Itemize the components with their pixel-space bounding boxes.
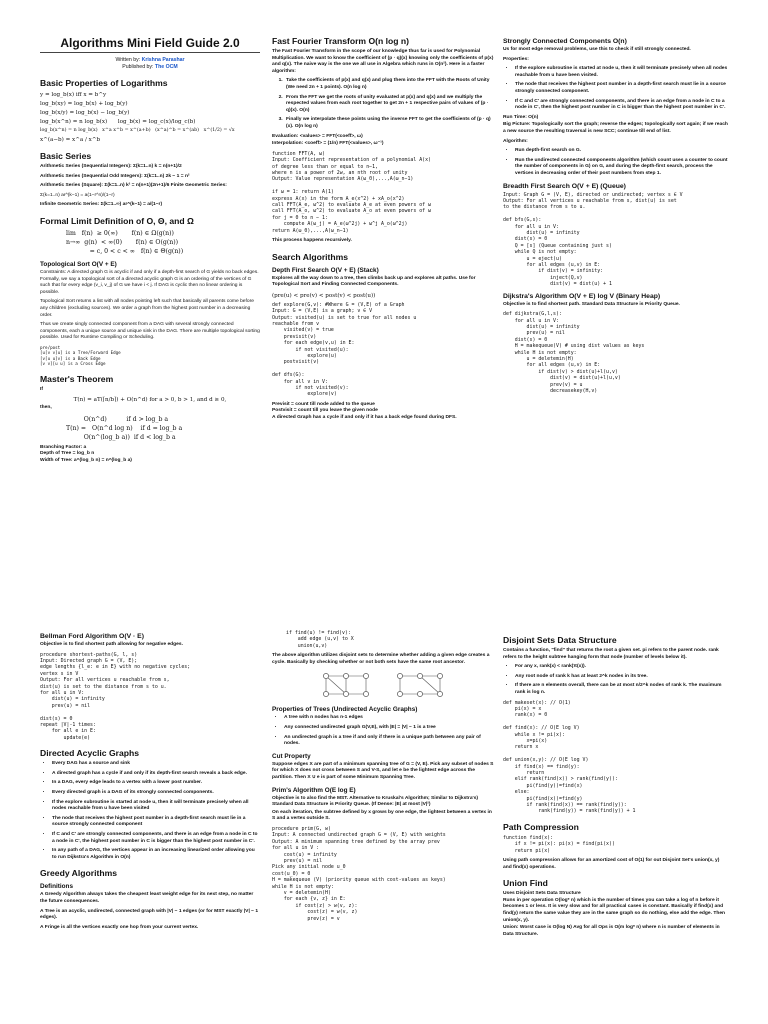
fft-steps bbox=[272, 78, 494, 130]
path-compression-text: Using path compression allows for an amortized cost of O(1) for out Disjoint Set's union(x, y) and find(x) operations. bbox=[503, 858, 720, 870]
fft-intro: The Fast Fourier Transform in the scope of our knowledge thus far is used for Polynomial Multiplication. We want to know the coefficient of (p · q)(x) knowing only the coefficients of p(x) and q(x). The naive way is the one we all use in Algebra which runs in O(n²). Here is a faster algorithm: bbox=[272, 49, 494, 74]
trees-list bbox=[272, 715, 494, 747]
dag-item: • Every directed graph is a DAG of its strongly connected components. bbox=[52, 790, 260, 797]
greedy-definitions-heading: Definitions bbox=[40, 883, 74, 891]
fft-evaluation: Evaluation: <values> = FFT(<coeff>, ω) bbox=[272, 133, 363, 139]
series-line: Arithmetic Series (Square): Σ(k=1..n) k² = n(n+1)(2n+1)/6 Finite Geometric Series: bbox=[40, 183, 227, 189]
column-3-top bbox=[503, 30, 728, 605]
dag-heading: Directed Acyclic Graphs bbox=[40, 748, 140, 759]
path-compression-heading: Path Compression bbox=[503, 821, 579, 832]
dijkstra-heading: Dijkstra's Algorithm O(V + E) log V (Binary Heap) bbox=[503, 292, 661, 300]
dsu-code: def makeset(x): // O(1) pi(x) = x rank(x) = 0 def find(x): // O(E log V) while x != pi(x): x=pi(x) return x def union(x,y): // O(E log V) if find(x) == find(y): return elif rank(find(x)) > rank(find(y)): pi(find(y))=find(x) else: pi(find(x))=find(y) if rank(find(x)) == rank(find(y)): rank(find(y)) = rank(find(y)) + 1 bbox=[503, 699, 636, 815]
scc-step: • Run depth-first search on G. bbox=[515, 148, 728, 155]
dijkstra-code: def dijkstra(G,l,s): for all u in V: dist(u) = infinity prev(u) = nil dist(s) = 0 H = makequeue(V) # using dist values as keys while H is not empty: u = deletemin(H) for all edges (u,v) in E: if dist(v) > dist(u)+l(u,v) dist(v) = dist(u)+l(u,v) prev(v) = u decreasekey(H,v) bbox=[503, 311, 645, 395]
example-graph-diagram bbox=[318, 670, 448, 700]
document-title: Algorithms Mini Field Guide 2.0 bbox=[40, 36, 260, 53]
dag-item: • If C and C' are strongly connected components, and there is an edge from a node in C to a node in C', the highest post number in C is bigger than the highest post number in C'. bbox=[52, 832, 260, 845]
edge-types-code: pre/post [u[v v]u] is a Tree/Forward Edge [v[u u]v] is a Back Edge [v v][u u] is a Cross Edge bbox=[40, 344, 121, 367]
dag-item: • The node that receives the highest post number in a depth-first search must lie in a source strongly connected component bbox=[52, 816, 260, 829]
log-rule: log_b(xy) = log_b(x) + log_b(y) bbox=[40, 101, 128, 107]
series-line: Infinite Geometric Series: Σ(k=1..∞) ar^(k−1) = a/(1−r) bbox=[40, 202, 163, 208]
series-heading: Basic Series bbox=[40, 151, 92, 161]
greedy-definition: A Fringe is all the vertices exactly one hop from your current vertex. bbox=[40, 924, 199, 930]
topo-paragraph: Topological Sort returns a list with all nodes pointing left such that basically all parents come before any children (excluding sources). We order a graph from the highest post number in a decreasing order. bbox=[40, 299, 254, 318]
fft-step: 2. From the FFT we get the roots of unity evaluated at p(x) and q(x) and we multiply the respected values from each root together to get 2n + 1 respective pairs of values of (p · q)(x). O(n) bbox=[284, 95, 494, 115]
trees-heading: Properties of Trees (Undirected Acyclic Graphs) bbox=[272, 706, 418, 714]
prim-code: procedure prim(G, w) Input: A connected undirected graph G = (V, E) with weights Output: A minimum spanning tree defined by the array prev for all u in V : cost(u) = infinity prev(u) = nil Pick any initial node u_0 cost(u_0) = 0 H = makequeue (V) (priority queue with cost-values as keys) while H is not empty: v = deletemin(H) for each {v, z} in E: if cost(z) > w(v, z): cost(z) = w(v, z) prev(z) = v bbox=[272, 825, 446, 922]
prim-text: On each iteration, the subtree defined by x grows by one edge, the lightest between a vertex in S and a vertex outside S. bbox=[272, 809, 492, 822]
log-rule: y = log_b(x) iff x = b^y bbox=[40, 92, 107, 98]
union-code: if find(u) != find(v): add edge (u,v) to X union(u,v) bbox=[286, 630, 354, 649]
dag-item: • A directed graph has a cycle if and only if its depth-first search reveals a back edge. bbox=[52, 771, 260, 778]
bellman-text: Objective is to find shortest path allowing for negative edges. bbox=[40, 642, 183, 647]
publisher-link[interactable]: The OCM bbox=[154, 64, 178, 70]
author-link[interactable]: Krishna Parashar bbox=[141, 57, 185, 63]
series-line: Arithmetic Series (Sequential Integers): Σ(k=1..n) k = n(n+1)/2 bbox=[40, 164, 182, 169]
tree-property: • Any connected undirected graph G(V,E), with |E| = |V| − 1 is a tree bbox=[284, 725, 494, 732]
union-find-heading: Union Find bbox=[503, 878, 548, 889]
topo-paragraph: Thus we create singly connected component from a DAG with several strongly connected components, each a unique source and unique sink in the DAG. There are multiple topological sorting possible. Used for Runtime Compiling or Scheduling. bbox=[40, 322, 260, 341]
union-find-subtitle: Uses Disjoint Sets Data Structure bbox=[503, 891, 581, 897]
cut-heading: Cut Property bbox=[272, 752, 311, 760]
dfs-code: def explore(G,v): #Where G = (V,E) of a Graph Input: G = (V,E) is a graph; v ∈ V Output: visited(u) is set to true for all nodes u reachable from v visited(v) = true previsit(v) for each edge(v,u) in E: if not visited(u): explore(u) postvisit(v) def dfs(G): for all v in V: if not visited(v): explore(v) bbox=[272, 301, 417, 398]
dag-list bbox=[40, 761, 260, 861]
limits-heading: Formal Limit Definition of O, Θ, and Ω bbox=[40, 215, 194, 226]
column-3-bottom bbox=[503, 628, 728, 1024]
union-find-text: Union: Worst case is O(log N) Avg for all Ops is O(m log* n) where n is number of elements in Data Structure. bbox=[503, 925, 720, 937]
scc-property: • If C and C' are strongly connected components, and there is an edge from a node in C to a node in C', then the highest post number in C is bigger than the highest post number in C'. bbox=[515, 99, 728, 112]
topo-heading: Topological Sort O(V + E) bbox=[40, 260, 117, 268]
dag-item: • In any path of a DAG, the vertices appear in an increasing linearized order allowing you to run Dijkstra's Algorithm in O(n) bbox=[52, 848, 260, 861]
fft-heading: Fast Fourier Transform O(n log n) bbox=[272, 36, 410, 46]
scc-properties-label: Properties: bbox=[503, 56, 529, 62]
dag-item: • If the explore subroutine is started at node u, then it will terminate precisely when all nodes reachable from u have been visited bbox=[52, 800, 260, 813]
search-heading: Search Algorithms bbox=[272, 251, 349, 262]
scc-algorithm bbox=[503, 148, 728, 177]
scc-runtime: Run Time: O(n) bbox=[503, 114, 539, 120]
greedy-definition: A Tree is an acyclic, undirected, connected graph with |V| − 1 edges (or for MST exactly |V| − 1 edges). bbox=[40, 908, 259, 921]
scc-heading: Strongly Connected Components O(n) bbox=[503, 38, 627, 45]
dfs-note: Postvisit = count till you leave the given node bbox=[272, 408, 378, 414]
scc-algorithm-label: Algorithm: bbox=[503, 138, 528, 144]
column-1-top bbox=[40, 30, 260, 605]
masters-cases: O(n^d) if d > log_b a T(n) = O(n^d log n) if d = log_b a O(n^(log_b a)) if d < log_b a bbox=[66, 415, 183, 441]
dfs-note: Previsit = count till node added to the queue bbox=[272, 401, 375, 407]
scc-property: • If the explore subroutine is started at node u, then it will terminate precisely when all nodes reachable from u have been visited. bbox=[515, 66, 728, 79]
tree-property: • An undirected graph is a tree if and only if there is a unique path between any pair of nodes. bbox=[284, 735, 494, 748]
masters-then: then, bbox=[40, 405, 52, 411]
bfs-code: Input: Graph G = (V, E), directed or undirected; vertex s ∈ V Output: For all vertices u reachable from s, dist(u) is set to the distance from s to u. def bfs(G,s): for all u in V: dist(u) = infinity dist(s) = 0 Q = [s] (Queue containing just s) while Q is not empty: u = eject(u) for all edges (u,v) in E: if dist(v) = infinity: inject(Q,v) dist(v) = dist(u) + 1 bbox=[503, 191, 683, 288]
fft-note: This process happens recursively. bbox=[272, 238, 352, 243]
column-1-bottom bbox=[40, 628, 260, 1024]
scc-intro: Us for most edge removal problems, use this to check if still strongly connected. bbox=[503, 47, 691, 52]
fft-code: function FFT(A, ω) Input: Coefficient representation of a polynomial A(x) of degree less than or equal to n−1, where n is a power of 2w, an nth root of unity Output: Value representation A(ω_0),...,A(ω_n−1) if ω = 1: return A(1) express A(x) in the form A_e(x^2) + xA_o(x^2) call FFT(A_e, ω^2) to evaluate A_e at even powers of ω call FFT(A_o, ω^2) to evaluate A_o at even powers of ω for j = 0 to n − 1: compute A(ω_j) = A_e(ω^2j) + ω^j A_o(ω^2j) return A(ω_0),...,A(ω_n−1) bbox=[272, 150, 431, 234]
tree-property: • A tree with n nodes has n-1 edges bbox=[284, 715, 494, 722]
log-rule: log_b(x^n) = n log_b(x) x^a x^b = x^(a+b) (x^a)^b = x^(ab) x^(1/2) = √x bbox=[40, 128, 235, 133]
masters-note: Depth of Tree = log_b n bbox=[40, 451, 95, 457]
fft-step: 1. Take the coefficients of p(x) and q(x) and plug them into the FFT with the Roots of Unity (We need 2n + 1 points). O(n log n) bbox=[284, 78, 494, 91]
dijkstra-text: Objective is to find shortest path. Standard Data Structure is Priority Queue. bbox=[503, 301, 680, 307]
fft-interpolation: Interpolation: <coeff> = (1/n) FFT(<values>, ω⁻¹) bbox=[272, 141, 384, 147]
limits-definition: lim f(n) ≥ 0(∞) f(n) ∈ Ω(g(n)) n→∞ g(n) < ∞(0) f(n) ∈ O(g(n)) = c, 0 < c < ∞ f(n) ∈ Θ(g(n)) bbox=[66, 229, 184, 255]
bellman-heading: Bellman Ford Algorithm O(V · E) bbox=[40, 633, 144, 640]
log-rule: log_b(x^n) = n log_b(x) log_b(x) = log_c(x)/log_c(b) bbox=[40, 119, 196, 125]
dsu-properties bbox=[503, 664, 728, 696]
bellman-code: procedure shortest-paths(G, l, s) Input: Directed graph G = (V, E); edge lengths {l_e: e in E} with no negative cycles; vertex s in V Output: For all vertices u reachable from s, dist(u) is set to the distance from s to u. for all u in V: dist(u) = infinity prev(u) = nil dist(s) = 0 repeat |V|-1 times: for all e in E: update(e) bbox=[40, 651, 191, 741]
scc-property: • The node that receives the highest post number in a depth-first search must lie in a source strongly connected component. bbox=[515, 82, 728, 95]
dfs-note: A directed Graph has a cycle if and only if it has a back edge found during DFS. bbox=[272, 415, 457, 421]
greedy-heading: Greedy Algorithms bbox=[40, 868, 118, 879]
topo-paragraph: Constraints: A directed graph G is acyclic if and only if a depth-first search of G yields no back edges. Formally, we say a topological sort of a directed acyclic graph G is an ordering of the vertices of G such that for every edge (v_i, v_j) of G we have i < j. If DAG is cyclic then no linear ordering is possible. bbox=[40, 269, 259, 295]
log-rule: x^(a−b) = x^a / x^b bbox=[40, 137, 101, 143]
series-line: Σ(k=1..n) ar^(k−1) = a(1−r^n)/(1−r) bbox=[40, 192, 115, 198]
masters-note: Branching Factor: a bbox=[40, 444, 87, 450]
dsu-property: • If there are n elements overall, there can be at most n/2^k nodes of rank k. The maximum rank is log n. bbox=[515, 683, 728, 696]
dfs-order: (pre(u) < pre(v) < post(v) < post(u)) bbox=[272, 292, 376, 299]
dsu-heading: Disjoint Sets Data Structure bbox=[503, 635, 617, 645]
masters-recurrence: T(n) = aT(⌈n/b⌉) + O(n^d) for a > 0, b > 1, and d ≥ 0, bbox=[73, 397, 227, 404]
series-line: Arithmetic Series (Sequential Odd Integers): Σ(k=1..n) 2k − 1 = n² bbox=[40, 173, 190, 179]
byline-author: Written by: Krishna Parashar bbox=[115, 57, 185, 63]
dsu-intro: Contains a function, "find" that returns the root a given set. pi refers to the parent node. rank refers to the height subtree hanging form that node (number of levels below it). bbox=[503, 648, 719, 660]
union-find-text: Runs in per operation O(log* n) which is the number of times you can take a log of n before it becomes 1 or less. It is very slow and for all practical cases is constant. Basically if find(x) and find(y) return the same value they are in the same graph so do nothing, else add the edge. Then union(x, y). bbox=[503, 897, 726, 923]
prim-heading: Prim's Algorithm O(E log E) bbox=[272, 786, 356, 794]
prim-text: Objective is to also find the MST. Alternative to Kruskal's Algorithm; Similar to Dijkstra's) bbox=[272, 795, 479, 801]
fft-step: 3. Finally we interpolate these points using the inverse FFT to get the coefficients of (p · q)(x). O(n log n) bbox=[284, 117, 494, 130]
dfs-text: Explores all the way down to a tree, then climbs back up and explores alt paths. Use for Topological Sort and Finding Connected Components. bbox=[272, 275, 476, 288]
prim-text: Standard Data Structure is Priority Queue. (If Dense: |E| at most |V|²) bbox=[272, 802, 431, 808]
byline-publisher: Published by: The OCM bbox=[122, 64, 178, 70]
column-2-bottom bbox=[272, 628, 494, 1024]
masters-heading: Master's Theorem bbox=[40, 373, 114, 384]
greedy-definition: A Greedy Algorithm always takes the cheapest least weight edge for its next step, no matter the future consequences. bbox=[40, 892, 254, 904]
bfs-heading: Breadth First Search O(V + E) (Queue) bbox=[503, 182, 626, 190]
log-rule: log_b(x/y) = log_b(x) − log_b(y) bbox=[40, 110, 130, 116]
logs-heading: Basic Properties of Logarithms bbox=[40, 78, 168, 88]
scc-step: • Run the undirected connected components algorithm (which count uses a counter to count the number of components in G) on G, and during the depth-first search, process the vertices in decreasing order of their post numbers from step 1. bbox=[515, 158, 728, 178]
path-compression-code: function find(x): if x != pi(x): pi(x) = find(pi(x)) return pi(x) bbox=[503, 834, 615, 854]
cut-text: Suppose edges X are part of a minimum spanning tree of G = (V, E). Pick any subset of nodes S for which X does not cross between S and V-S, and let e be the lightest edge across the partition. Then X ∪ e is part of some Minimum Spanning Tree. bbox=[272, 761, 494, 780]
masters-if: If bbox=[40, 386, 43, 392]
column-2-top bbox=[272, 30, 494, 605]
scc-properties bbox=[503, 66, 728, 112]
masters-note: Width of Tree: a^(log_b n) = n^(log_b a) bbox=[40, 457, 132, 463]
dag-item: • Every DAG has a source and sink bbox=[52, 761, 260, 768]
dag-item: • In a DAG, every edge leads to a vertex with a lower post number. bbox=[52, 780, 260, 787]
dsu-property: • For any x, rank(x) < rank(π(x)). bbox=[515, 664, 728, 671]
dsu-property: • Any root node of rank k has at least 2^k nodes in its tree. bbox=[515, 674, 728, 681]
scc-big-picture: Big Picture: Topologically sort the graph; reverse the edges; topologically sort again; if we reach a new source the resulting traversal is new SCC; continue till end of list. bbox=[503, 122, 728, 134]
union-text: The above algorithm utilizes disjoint sets to determine whether adding a given edge creates a cycle. Basically by checking whether or not both sets have the same root ancestor. bbox=[272, 653, 490, 665]
dfs-heading: Depth First Search O(V + E) (Stack) bbox=[272, 266, 379, 274]
